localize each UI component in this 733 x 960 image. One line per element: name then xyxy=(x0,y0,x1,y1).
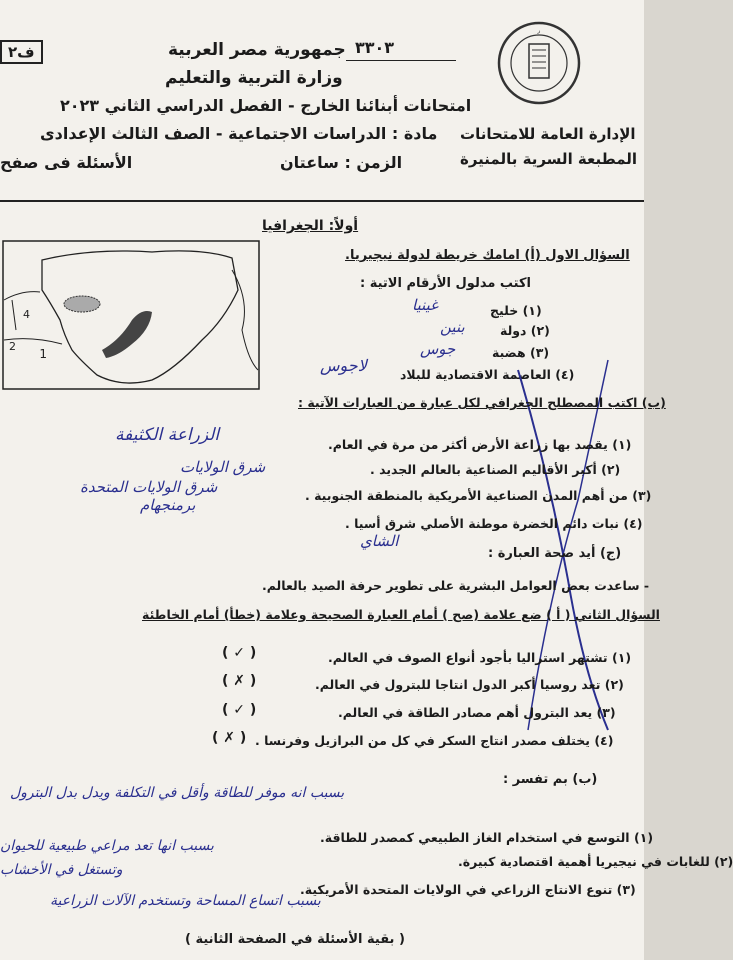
q2b-heading: (ب) بم تفسر : xyxy=(503,772,598,787)
subject-line: مادة : الدراسات الاجتماعية - الصف الثالث الإعدادى xyxy=(40,124,438,143)
q2-item-2: (٢) تعد روسيا أكبر الدول انتاجا للبترول في العالم. xyxy=(315,677,624,692)
exam-title: امتحانات أبنائنا الخارج - الفصل الدراسي الثاني ٢٠٢٣ xyxy=(60,96,472,115)
q2b-item-3: (٣) تنوع الانتاج الزراعي في الولايات المتحدة الأمريكية. xyxy=(300,882,636,897)
q1a-instruction: اكتب مدلول الأرقام الاتية : xyxy=(360,276,532,291)
q1-item-3: (٣) هضبة xyxy=(492,345,550,360)
q2-mark-2: ( ✗ ) xyxy=(222,673,257,689)
q1b-answer-3b: برمنجهام xyxy=(140,496,196,514)
q1b-item-1: (١) يقصد بها زراعة الأرض أكثر من مرة في العام. xyxy=(328,437,632,452)
q2b-answer-4: بسبب اتساع المساحة وتستخدم الآلات الزراعية xyxy=(50,893,321,909)
pages-note: الأسئلة فى صفح xyxy=(0,153,133,172)
press-seal-logo xyxy=(496,20,582,106)
q1b-answer-3: شرق الولايات المتحدة xyxy=(80,478,218,496)
section-geography: أولاً: الجغرافيا xyxy=(262,218,359,234)
republic-title: جمهورية مصر العربية xyxy=(168,40,346,60)
q1-answer-4: لاجوس xyxy=(320,356,367,375)
svg-text:4: 4 xyxy=(23,308,30,321)
q1b-item-4: (٤) نبات دائم الخضرة موطنة الأصلي شرق أسيا . xyxy=(345,516,643,531)
time-label: الزمن : ساعتان xyxy=(280,153,403,172)
svg-text:1: 1 xyxy=(39,347,47,361)
q2-mark-3: ( ✓ ) xyxy=(222,702,257,718)
q1b-answer-1: الزراعة الكثيفة xyxy=(115,425,220,445)
q2b-answer-1: بسبب انه موفر للطاقة وأقل في التكلفة ويدل بدل البترول xyxy=(10,785,345,801)
q1b-heading: (ب) اكتب المصطلح الجغرافي لكل عبارة من العبارات الآتية : xyxy=(298,395,666,410)
q1c-heading: (ج) أيد صحة العبارة : xyxy=(488,546,622,561)
q1b-answer-4: الشاي xyxy=(360,532,399,550)
q1b-item-3: (٣) من أهم المدن الصناعية الأمريكية بالمنطقة الجنوبية . xyxy=(305,488,652,503)
q2b-item-1: (١) التوسع في استخدام الغاز الطبيعي كمصدر للطاقة. xyxy=(320,830,654,845)
q1-heading: السؤال الاول (أ) امامك خريطة لدولة نيجيريا. xyxy=(345,248,630,263)
q1-item-4: (٤) العاصمة الاقتصادية للبلاد xyxy=(400,367,575,382)
q1-item-2: (٢) دولة xyxy=(500,323,550,338)
q1-item-1: (١) خليج xyxy=(490,303,542,318)
q2b-answer-3: وتستغل في الأخشاب xyxy=(0,862,123,878)
ministry-title: وزارة التربية والتعليم xyxy=(165,68,343,88)
q1b-answer-2: شرق الولايات xyxy=(180,458,266,476)
q2-mark-4: ( ✗ ) xyxy=(212,730,247,746)
q2-item-1: (١) تشتهر استراليا بأجود أنواع الصوف في العالم. xyxy=(328,650,632,665)
q1c-statement: - ساعدت بعض العوامل البشرية على تطوير حرفة الصيد بالعالم. xyxy=(262,578,650,593)
q1-answer-3: جوس xyxy=(420,340,456,358)
press-name: المطبعة السرية بالمنيرة xyxy=(460,150,638,168)
q2-item-3: (٣) يعد البترول أهم مصادر الطاقة في العالم. xyxy=(338,705,616,720)
q2-mark-1: ( ✓ ) xyxy=(222,645,257,661)
admin-name: الإدارة العامة للامتحانات xyxy=(460,125,636,143)
q2-item-4: (٤) يختلف مصدر انتاج السكر في كل من البرازيل وفرنسا . xyxy=(255,733,614,748)
q1-answer-2: بنين xyxy=(440,318,465,336)
q2b-answer-2: بسبب انها تعد مراعي طبيعية للحيوان xyxy=(0,838,214,854)
nigeria-map xyxy=(2,240,260,390)
q2-heading: السؤال الثاني ( أ ) ضع علامة (صح ) أمام العبارة الصحيحة وعلامة (خطأ) أمام الخاطئة xyxy=(142,607,660,622)
svg-text:ر: ر xyxy=(537,27,541,34)
q1-answer-1: غينيا xyxy=(412,296,438,314)
form-code: ف٢ xyxy=(0,40,43,64)
paper-code: ٣٣٠٣ xyxy=(355,38,395,57)
continue-note: ( بقية الأسئلة في الصفحة الثانية ) xyxy=(185,932,405,947)
q1b-item-2: (٢) أكبر الأقاليم الصناعية بالعالم الجديد . xyxy=(370,462,621,477)
q2b-item-2: (٢) للغابات في نيجيريا أهمية اقتصادية كبيرة. xyxy=(458,854,733,869)
svg-text:2: 2 xyxy=(9,340,16,353)
